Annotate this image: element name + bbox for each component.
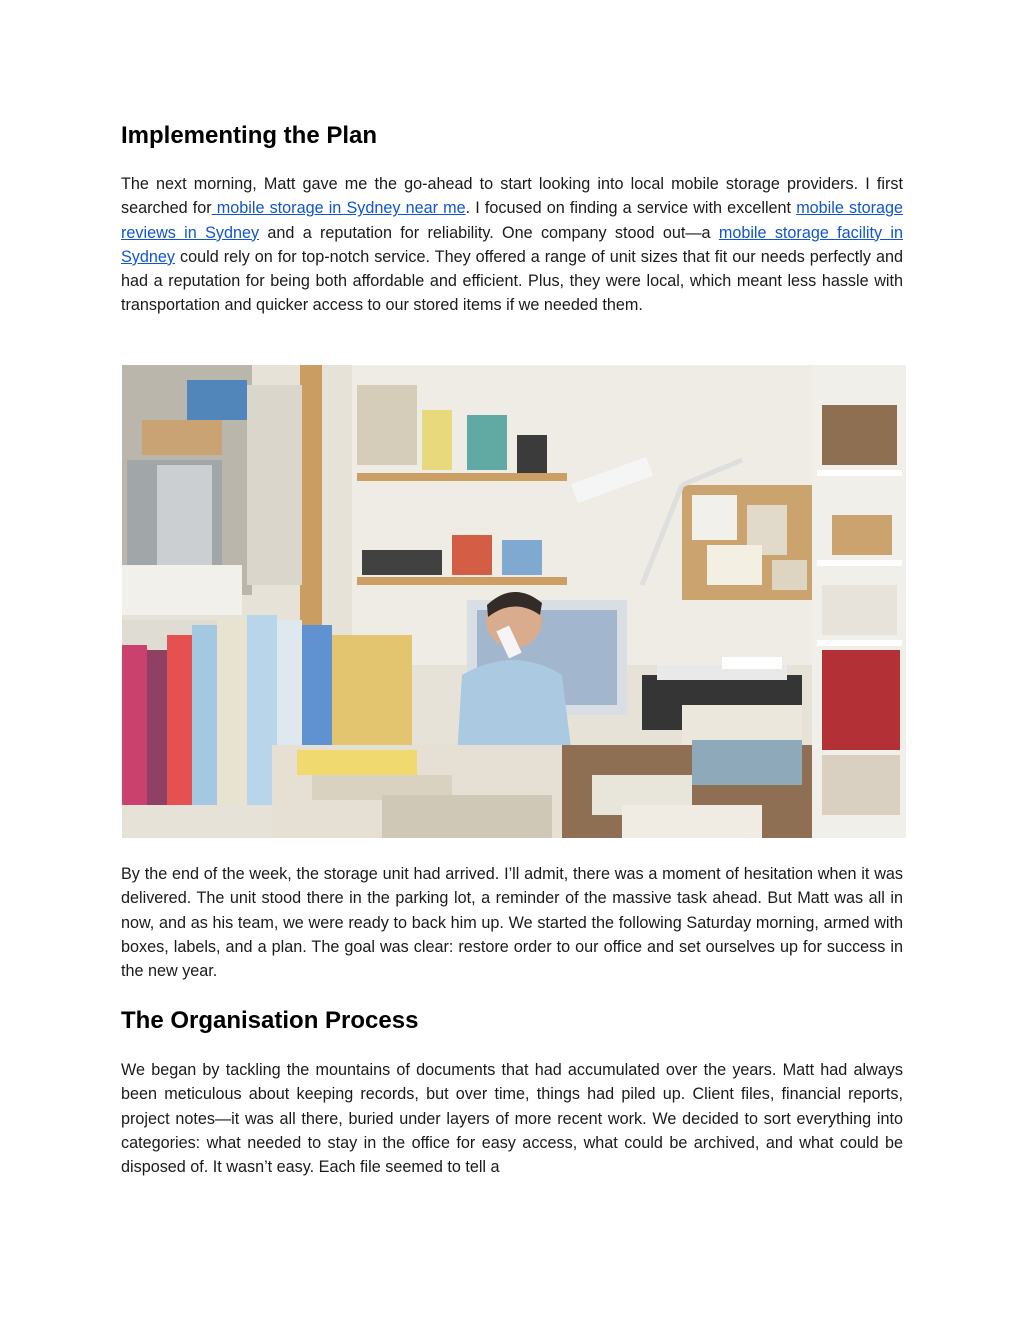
- section-heading-implementing: Implementing the Plan: [121, 122, 378, 149]
- link-mobile-storage-reviews[interactable]: mobile storage reviews in Sydney: [121, 199, 904, 242]
- paragraph-storage-arrived: By the end of the week, the storage unit had arrived. I’ll admit, there was a moment of hesitation when it was delivered. The unit stood there in the parking lot, a reminder of the massive task ahead. But Matt was all in now, and as his team, we were ready to back him up. We started the following Saturday morning, armed with boxes, labels, and a plan. The goal was clear: restore order to our office and set ourselves up for success in the new year.: [121, 865, 903, 981]
- paragraph-text: The next morning, Matt gave me the go-ahead to start looking into local mobile storage providers. I first searched for: [121, 175, 903, 218]
- office-photo: [122, 365, 906, 838]
- paragraph-implementing: [121, 172, 903, 318]
- link-mobile-storage-facility[interactable]: mobile storage facility in Sydney: [121, 223, 903, 266]
- paragraph-text: . I focused on finding a service with excellent: [465, 199, 797, 218]
- section-heading-organisation: The Organisation Process: [121, 1007, 419, 1034]
- paragraph-text: could rely on for top-notch service. They offered a range of unit sizes that fit our needs perfectly and had a reputation for being both affordable and efficient. Plus, they were local, which meant less hassle with transportation and quicker access to our stored items if we needed them.: [121, 247, 903, 315]
- paragraph-text: and a reputation for reliability. One company stood out—a: [259, 223, 719, 242]
- paragraph-organisation: We began by tackling the mountains of documents that had accumulated over the years. Matt had always been meticulous about keeping records, but over time, things had piled up. Client files, financial reports, project notes—it was all there, buried under layers of more recent work. We decided to sort everything into categories: what needed to stay in the office for easy access, what could be archived, and what could be disposed of. It wasn’t easy. Each file seemed to tell a: [121, 1061, 903, 1177]
- link-mobile-storage-near-me[interactable]: mobile storage in Sydney near me: [211, 199, 466, 218]
